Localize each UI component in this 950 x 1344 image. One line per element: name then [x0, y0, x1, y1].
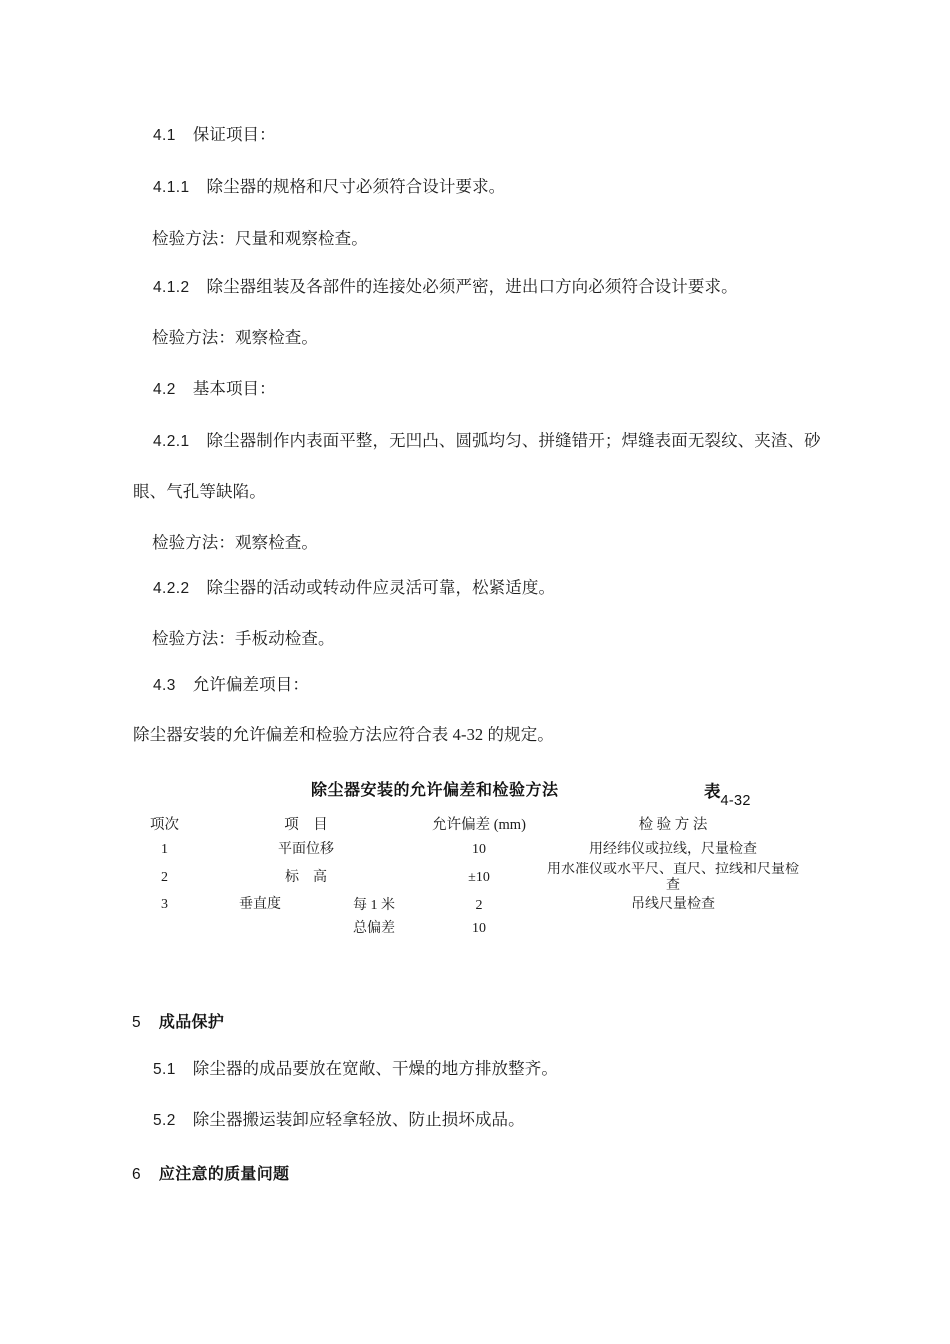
paragraph-4-2-2 [153, 578, 555, 599]
tolerance-table [137, 811, 808, 949]
cell-index: 1 [161, 842, 168, 858]
table-ref-label: 表 [704, 783, 721, 801]
inspection-method-4-2-1: 检验方法：观察检查。 [152, 533, 318, 552]
cell-item: 平面位移 [278, 842, 334, 858]
cell-sub-item: 每 1 米 [353, 897, 395, 913]
paragraph-5-1 [153, 1059, 558, 1080]
cell-method: 用经纬仪或拉线，尺量检查 [589, 842, 757, 858]
cell-tolerance: ±10 [468, 870, 490, 886]
section-number: 5 [132, 1014, 141, 1031]
cell-item: 垂直度 [239, 897, 281, 913]
bottom-rule-cell [538, 940, 808, 949]
paragraph-number: 4.2.1 [153, 433, 190, 450]
section-title: 成品保护 [158, 1014, 225, 1031]
paragraph-text: 基本项目： [192, 379, 276, 398]
header-cell-method: 检 验 方 法 [638, 816, 708, 833]
paragraph-4-1-2 [153, 277, 738, 298]
paragraph-text: 除尘器的成品要放在宽敞、干燥的地方排放整齐。 [192, 1059, 558, 1078]
inspection-method-4-1-2: 检验方法：观察检查。 [152, 328, 318, 347]
table-ref-number: 4-32 [720, 793, 751, 809]
cell-method: 用水准仪或水平尺、直尺、拉线和尺量检查 [547, 862, 799, 894]
section-heading-6 [132, 1161, 289, 1184]
inspection-method-4-2-2: 检验方法：手板动检查。 [152, 629, 335, 648]
table-header-row [137, 811, 808, 839]
bottom-rule-cell [137, 940, 192, 949]
paragraph-4-1 [153, 125, 276, 146]
paragraph-4-2 [153, 379, 276, 400]
bottom-rule-cell [328, 940, 420, 949]
cell-tolerance: 10 [472, 920, 486, 936]
paragraph-text: 除尘器搬运装卸应轻拿轻放、防止损坏成品。 [192, 1110, 525, 1129]
header-cell-index: 项次 [150, 816, 179, 833]
paragraph-text: 除尘器组装及各部件的连接处必须严密，进出口方向必须符合设计要求。 [206, 277, 738, 296]
table-lead-in-text: 除尘器安装的允许偏差和检验方法应符合表 4-32 的规定。 [133, 725, 554, 744]
paragraph-number: 5.1 [153, 1061, 176, 1078]
paragraph-text: 除尘器的规格和尺寸必须符合设计要求。 [206, 177, 506, 196]
table-row [137, 894, 808, 917]
paragraph-number: 4.3 [153, 677, 176, 694]
paragraph-text: 保证项目： [192, 125, 276, 144]
paragraph-number: 4.2 [153, 381, 176, 398]
paragraph-text: 允许偏差项目： [192, 675, 309, 694]
paragraph-number: 4.2.2 [153, 580, 190, 597]
inspection-method-4-1-1: 检验方法：尺量和观察检查。 [152, 229, 368, 248]
cell-item: 标 高 [285, 870, 327, 886]
paragraph-number: 4.1.1 [153, 179, 190, 196]
paragraph-5-2 [153, 1110, 525, 1131]
cell-index: 3 [161, 897, 168, 913]
table-bottom-rule-row [137, 940, 808, 949]
paragraph-4-2-1-continued: 眼、气孔等缺陷。 [133, 482, 266, 501]
paragraph-text: 除尘器的活动或转动件应灵活可靠，松紧适度。 [206, 578, 556, 597]
paragraph-number: 5.2 [153, 1112, 176, 1129]
cell-sub-item: 总偏差 [353, 920, 395, 936]
paragraph-number: 4.1.2 [153, 279, 190, 296]
paragraph-4-2-1 [153, 431, 821, 452]
cell-tolerance: 2 [475, 897, 483, 913]
paragraph-number: 4.1 [153, 127, 176, 144]
bottom-rule-cell [420, 940, 538, 949]
table-caption: 除尘器安装的允许偏差和检验方法 [311, 782, 559, 799]
cell-method: 吊线尺量检查 [631, 897, 715, 913]
section-heading-5 [132, 1009, 224, 1032]
section-number: 6 [132, 1166, 141, 1183]
cell-tolerance: 10 [472, 842, 486, 858]
bottom-rule-cell [192, 940, 328, 949]
header-cell-tolerance: 允许偏差 (mm) [432, 816, 526, 833]
cell-index: 2 [161, 870, 168, 886]
header-cell-item: 项 目 [284, 816, 328, 833]
section-title: 应注意的质量问题 [158, 1166, 290, 1183]
table-row [137, 839, 808, 862]
table-reference-number [704, 778, 751, 809]
paragraph-text: 除尘器制作内表面平整，无凹凸、圆弧均匀、拼缝错开；焊缝表面无裂纹、夹渣、砂 [206, 431, 821, 450]
paragraph-4-1-1 [153, 177, 505, 198]
table-row [137, 862, 808, 894]
paragraph-4-3 [153, 675, 309, 696]
